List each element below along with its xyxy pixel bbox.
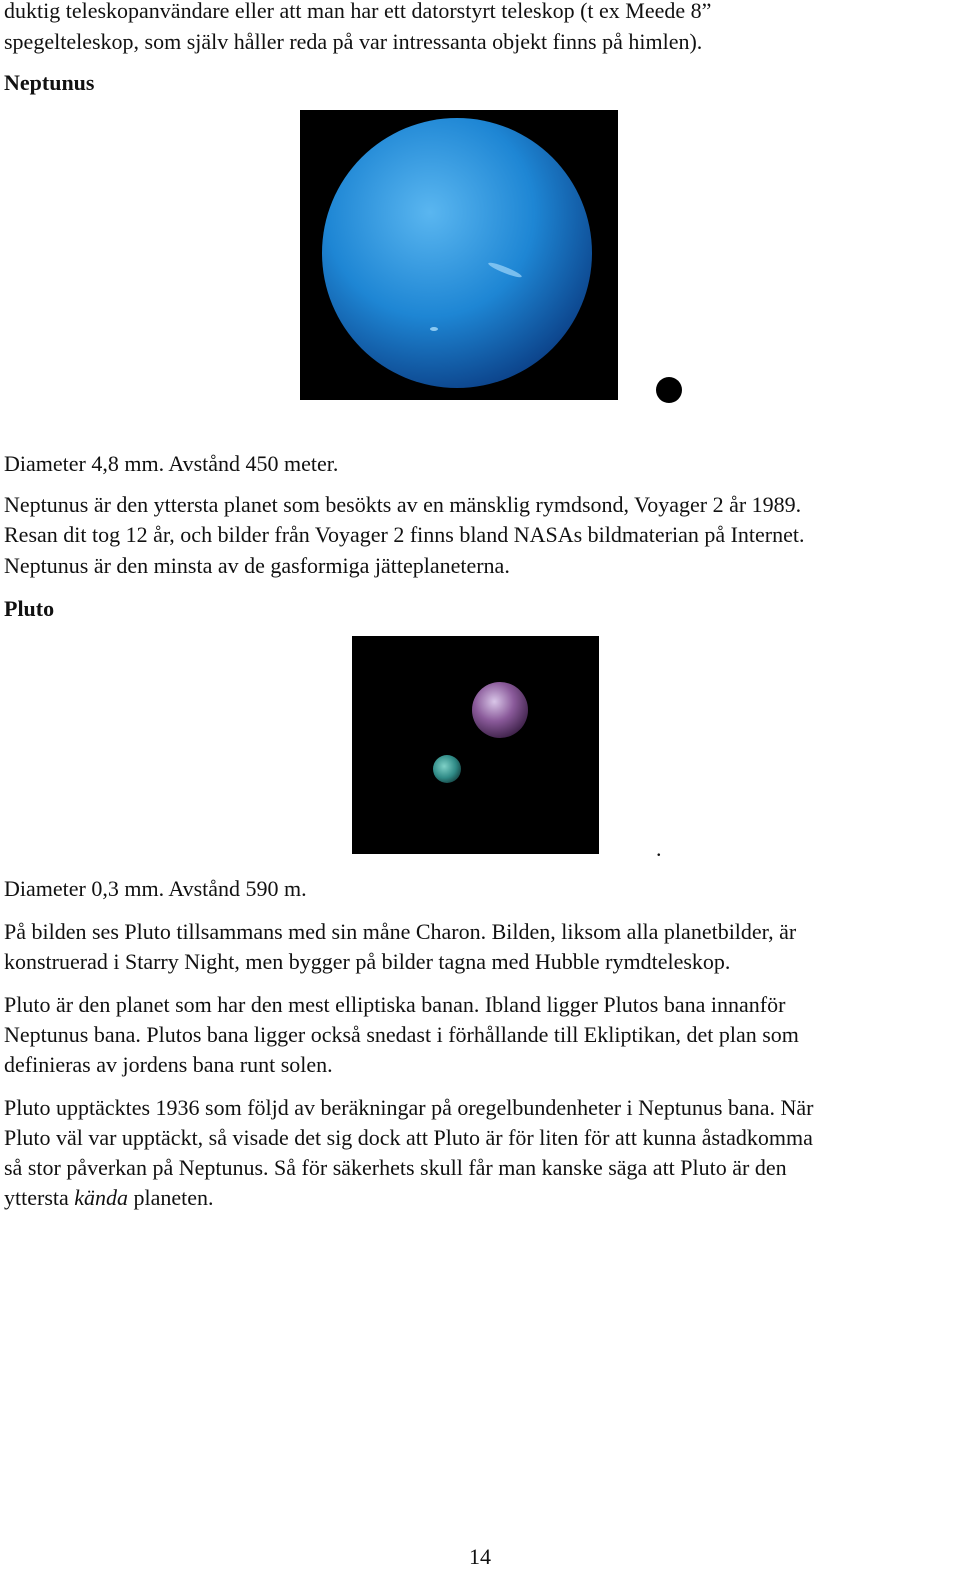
pluto-para3-line-4 — [4, 1183, 214, 1213]
pluto-para2-line-2: Neptunus bana. Plutos bana ligger också snedast i förhållande till Ekliptikan, det plan som — [4, 1022, 799, 1047]
pluto-charon-illustration — [352, 636, 599, 854]
pluto-para2-line-1: Pluto är den planet som har den mest elliptiska banan. Ibland ligger Plutos bana innanför — [4, 992, 786, 1017]
neptune-para-line-1: Neptunus är den yttersta planet som besökts av en mänsklig rymdsond, Voyager 2 år 1989. — [4, 492, 802, 517]
bullet-dot — [656, 377, 682, 403]
pluto-globe — [472, 682, 528, 738]
pluto-caption: Diameter 0,3 mm. Avstånd 590 m. — [4, 876, 307, 901]
para3-last-before: yttersta — [4, 1185, 75, 1210]
neptune-globe — [322, 118, 592, 388]
intro-line-2: spegelteleskop, som själv håller reda på var intressanta objekt finns på himlen). — [4, 29, 703, 54]
neptune-caption: Diameter 4,8 mm. Avstånd 450 meter. — [4, 451, 339, 476]
pluto-para3-line-1: Pluto upptäcktes 1936 som följd av beräkningar på oregelbundenheter i Neptunus bana. När — [4, 1095, 814, 1120]
para3-last-after: planeten. — [128, 1185, 214, 1210]
pluto-para3-line-2: Pluto väl var upptäckt, så visade det sig dock att Pluto är för liten för att kunna åstadkomma — [4, 1125, 813, 1150]
intro-line-1: duktig teleskopanvändare eller att man har ett datorstyrt teleskop (t ex Meede 8” — [4, 0, 712, 23]
charon-globe — [433, 755, 461, 783]
neptune-para-line-2: Resan dit tog 12 år, och bilder från Voyager 2 finns bland NASAs bildmaterian på Internet. — [4, 522, 805, 547]
neptune-para-line-3: Neptunus är den minsta av de gasformiga jätteplaneterna. — [4, 553, 510, 578]
neptune-spot — [430, 327, 438, 331]
neptune-heading: Neptunus — [4, 70, 95, 95]
pluto-heading: Pluto — [4, 596, 55, 621]
pluto-para3-line-3: så stor påverkan på Neptunus. Så för säkerhets skull får man kanske säga att Pluto är den — [4, 1155, 787, 1180]
pluto-image — [352, 636, 599, 854]
period-marker: . — [656, 836, 662, 861]
neptune-planet-illustration — [300, 110, 618, 400]
pluto-para1-line-1: På bilden ses Pluto tillsammans med sin måne Charon. Bilden, liksom alla planetbilder, är — [4, 919, 797, 944]
para3-last-italic: kända — [74, 1185, 129, 1210]
pluto-para2-line-3: definieras av jordens bana runt solen. — [4, 1052, 333, 1077]
pluto-para1-line-2: konstruerad i Starry Night, men bygger på bilder tagna med Hubble rymdteleskop. — [4, 949, 731, 974]
neptune-image — [300, 110, 618, 400]
page-number: 14 — [469, 1544, 491, 1569]
